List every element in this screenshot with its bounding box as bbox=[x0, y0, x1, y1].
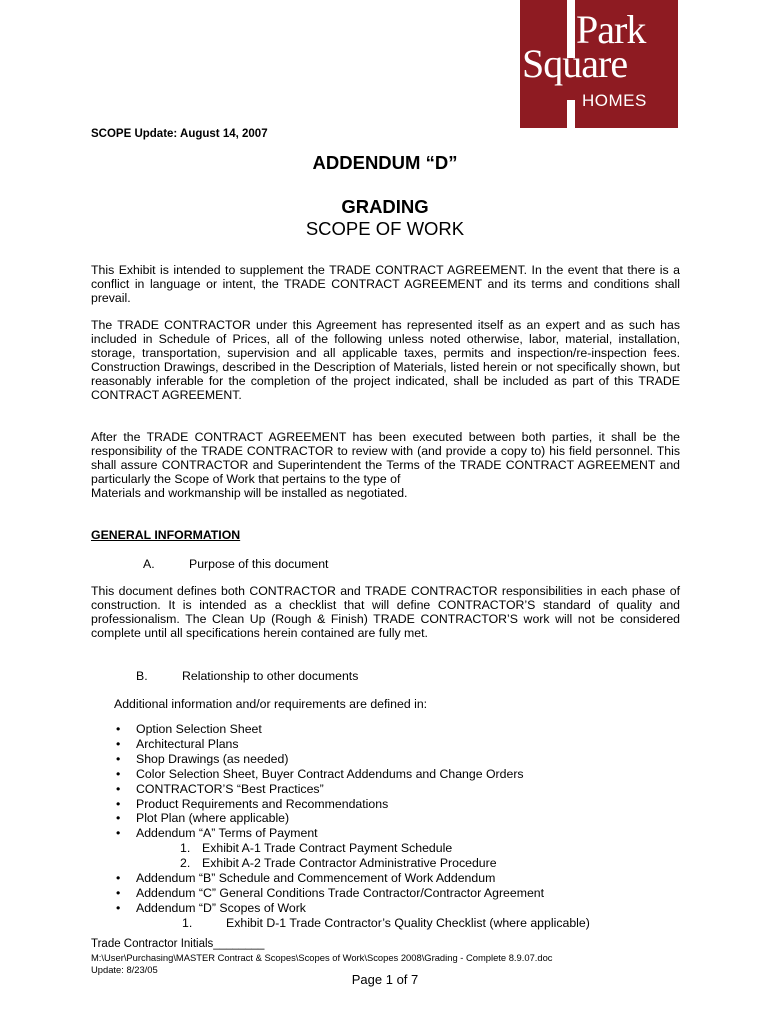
list-item: • CONTRACTOR’S “Best Practices” bbox=[116, 781, 324, 796]
park-square-homes-logo bbox=[520, 0, 678, 128]
trade-contractor-initials: Trade Contractor Initials________ bbox=[91, 938, 265, 950]
additional-info-text: Additional information and/or requirements are defined in: bbox=[114, 697, 428, 711]
bullet-icon: • bbox=[116, 722, 121, 736]
sublist-item: 1. Exhibit D-1 Trade Contractor’s Quality Checklist (where applicable) bbox=[182, 915, 590, 930]
sublist bbox=[136, 916, 590, 931]
list-item: • Architectural Plans bbox=[116, 736, 239, 751]
list-item: • Option Selection Sheet bbox=[116, 722, 262, 736]
bullet-icon: • bbox=[116, 736, 121, 751]
agreement-execution-paragraph bbox=[91, 431, 680, 501]
update-date: Update: 8/23/05 bbox=[91, 964, 158, 975]
purpose-paragraph: This document defines both CONTRACTOR and TRADE CONTRACTOR responsibilities in each phase of construction. It is intended as a checklist that will define CONTRACTOR’S standard of quality and professionalism. The Clean Up (Rough & Finish) TRADE CONTRACTOR’S work will not be considered complete until all specifications herein contained are fully met. bbox=[91, 584, 680, 640]
bullet-icon: • bbox=[116, 871, 121, 886]
bullet-icon: • bbox=[116, 826, 121, 841]
intro-paragraph: This Exhibit is intended to supplement the TRADE CONTRACT AGREEMENT. In the event that there is a conflict in language or intent, the TRADE CONTRACT AGREEMENT and its terms and conditions shall prevail. bbox=[91, 263, 680, 305]
list-item: • Addendum “D” Scopes of Work 1. Exhibit D-1 Trade Contractor’s Quality Checklist (where applicable) bbox=[116, 900, 590, 930]
bullet-icon: • bbox=[116, 751, 121, 766]
bullet-icon: • bbox=[116, 796, 121, 811]
logo-text-homes: HOMES bbox=[582, 91, 647, 110]
bullet-icon: • bbox=[116, 766, 121, 781]
list-item: • Plot Plan (where applicable) bbox=[116, 811, 290, 826]
list-item: • Shop Drawings (as needed) bbox=[116, 751, 289, 766]
logo-divider-lower bbox=[567, 100, 575, 128]
list-item: • Product Requirements and Recommendations bbox=[116, 796, 389, 811]
agreement-execution-text-end: Materials and workmanship will be installed as negotiated. bbox=[91, 485, 408, 500]
addendum-title: ADDENDUM “D” bbox=[312, 152, 458, 173]
section-a bbox=[143, 557, 329, 571]
grading-title: GRADING bbox=[341, 196, 429, 217]
section-a-title: Purpose of this document bbox=[189, 557, 329, 571]
logo-text-park: Park bbox=[576, 7, 646, 52]
sublist bbox=[136, 841, 590, 871]
scope-update-date: SCOPE Update: August 14, 2007 bbox=[91, 128, 268, 140]
bullet-icon: • bbox=[116, 885, 121, 900]
agreement-execution-text: After the TRADE CONTRACT AGREEMENT has been executed between both parties, it shall be the responsibility of the TRADE CONTRACTOR to review with (and provide a copy to) his field personnel. This shall assure CONTRACTOR and Superintendent the Terms of the TRADE CONTRACT AGREEMENT and particularly the Scope of Work that pertains to the type of bbox=[91, 430, 680, 486]
related-documents-list bbox=[114, 722, 590, 931]
list-item: • Addendum “B” Schedule and Commencement of Work Addendum bbox=[116, 871, 496, 886]
list-item: • Addendum “C” General Conditions Trade Contractor/Contractor Agreement bbox=[116, 885, 545, 900]
section-b bbox=[136, 669, 359, 683]
logo-text-square: Square bbox=[522, 41, 628, 86]
page-number: Page 1 of 7 bbox=[351, 972, 419, 987]
bullet-icon: • bbox=[116, 900, 121, 915]
bullet-icon: • bbox=[116, 811, 121, 826]
sublist-item: 2. Exhibit A-2 Trade Contractor Administrative Procedure bbox=[180, 856, 497, 871]
scope-of-work-title: SCOPE OF WORK bbox=[305, 218, 465, 239]
list-item: • Addendum “A” Terms of Payment 1. Exhibit A-1 Trade Contract Payment Schedule 2. Exhibit A-2 Trade Contractor Administrative Procedure bbox=[114, 826, 590, 871]
list-item: • Color Selection Sheet, Buyer Contract Addendums and Change Orders bbox=[116, 766, 524, 781]
general-information-heading: GENERAL INFORMATION bbox=[91, 528, 241, 542]
trade-contractor-paragraph: The TRADE CONTRACTOR under this Agreement has represented itself as an expert and as such has included in Schedule of Prices, all of the following unless noted otherwise, labor, material, installation, storage, transportation, supervision and all applicable taxes, permits and inspection/re-inspection fees. Construction Drawings, described in the Description of Materials, listed herein or not specifically shown, but reasonably inferable for the completion of the project indicated, shall be included as part of this TRADE CONTRACT AGREEMENT. bbox=[91, 318, 680, 402]
file-path: M:\User\Purchasing\MASTER Contract & Scopes\Scopes of Work\Scopes 2008\Grading - Complete 8.9.07.doc bbox=[91, 952, 553, 963]
section-a-letter: A. bbox=[143, 557, 155, 571]
section-b-title: Relationship to other documents bbox=[182, 669, 359, 683]
sublist-item: 1. Exhibit A-1 Trade Contract Payment Schedule bbox=[180, 841, 453, 856]
section-b-letter: B. bbox=[136, 669, 148, 683]
bullet-icon: • bbox=[116, 781, 121, 796]
